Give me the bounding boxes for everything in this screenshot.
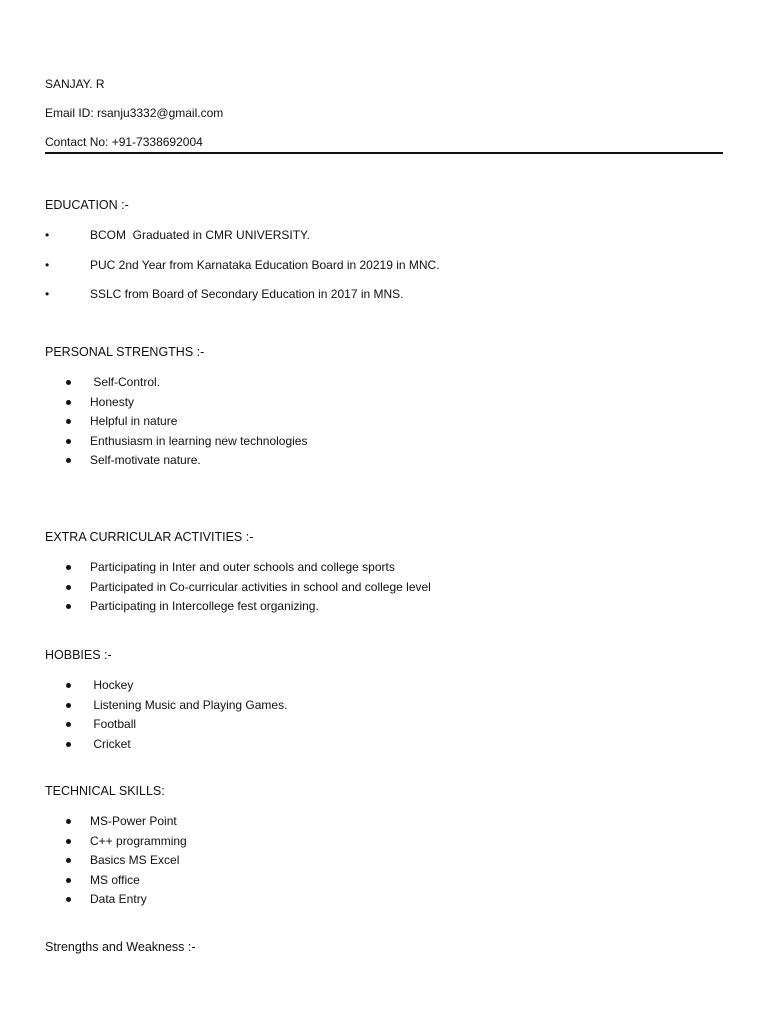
bullet-icon: • [45,228,50,242]
list-item [0,814,768,834]
email-line: Email ID: rsanju3332@gmail.com [45,106,224,120]
bullet-icon [66,722,71,727]
list-item-text: Hockey [90,678,134,692]
list-item [0,560,768,580]
strengths-list [0,375,768,473]
list-item [0,892,768,912]
technical-list [0,814,768,912]
education-item [45,287,404,343]
list-item-text: Cricket [90,736,131,751]
list-item-text: Helpful in nature [90,414,178,429]
list-item [0,453,768,473]
list-item-text: Participating in Intercollege fest organizing. [90,599,319,614]
list-item [0,375,768,395]
bullet-icon [66,419,71,424]
list-item [0,737,768,757]
education-item-text: PUC 2nd Year from Karnataka Education Board in 20219 in MNC. [90,258,440,272]
list-item [0,599,768,619]
list-item-text: Listening Music and Playing Games. [90,697,288,712]
list-item-text: Participated in Co-curricular activities in school and college level [90,579,431,594]
education-item-text: BCOM Graduated in CMR UNIVERSITY. [90,228,310,242]
list-item-text: MS office [90,872,140,887]
bullet-icon [66,878,71,883]
bullet-icon [66,585,71,590]
bullet-icon [66,858,71,863]
education-heading: EDUCATION :- [45,198,129,212]
technical-heading: TECHNICAL SKILLS: [45,784,165,798]
bullet-icon [66,400,71,405]
list-item [0,873,768,893]
bullet-icon [66,683,71,688]
list-item [0,698,768,718]
bullet-icon [66,604,71,609]
list-item-text: Self-Control. [90,375,161,389]
contact-line: Contact No: +91-7338692004 [45,135,203,149]
list-item-text: Self-motivate nature. [90,453,201,468]
list-item-text: Football [90,717,137,732]
list-item [0,414,768,434]
list-item [0,717,768,737]
list-item-text: Honesty [90,394,135,409]
list-item-text: Basics MS Excel [90,853,180,868]
list-item [0,853,768,873]
list-item [0,395,768,415]
bullet-icon [66,439,71,444]
list-item-text: Data Entry [90,892,147,907]
hobbies-list [0,678,768,756]
bullet-icon: • [45,287,50,301]
bullet-icon [66,458,71,463]
list-item [0,434,768,454]
bullet-icon [66,742,71,747]
header-divider [45,152,723,154]
strengths-weakness-heading: Strengths and Weakness :- [45,940,196,954]
activities-heading: EXTRA CURRICULAR ACTIVITIES :- [45,530,254,544]
education-item-text: SSLC from Board of Secondary Education in 2017 in MNS. [90,287,404,301]
bullet-icon [66,703,71,708]
bullet-icon: • [45,258,50,272]
list-item-text: MS-Power Point [90,814,177,828]
list-item-text: Participating in Inter and outer schools and college sports [90,560,395,574]
bullet-icon [66,839,71,844]
bullet-icon [66,380,71,385]
bullet-icon [66,819,71,824]
hobbies-heading: HOBBIES :- [45,648,112,662]
activities-list [0,560,768,619]
list-item-text: C++ programming [90,833,187,848]
list-item [0,678,768,698]
bullet-icon [66,897,71,902]
bullet-icon [66,565,71,570]
candidate-name: SANJAY. R [45,77,105,91]
strengths-heading: PERSONAL STRENGTHS :- [45,345,205,359]
list-item [0,834,768,854]
list-item-text: Enthusiasm in learning new technologies [90,433,308,448]
list-item [0,580,768,600]
